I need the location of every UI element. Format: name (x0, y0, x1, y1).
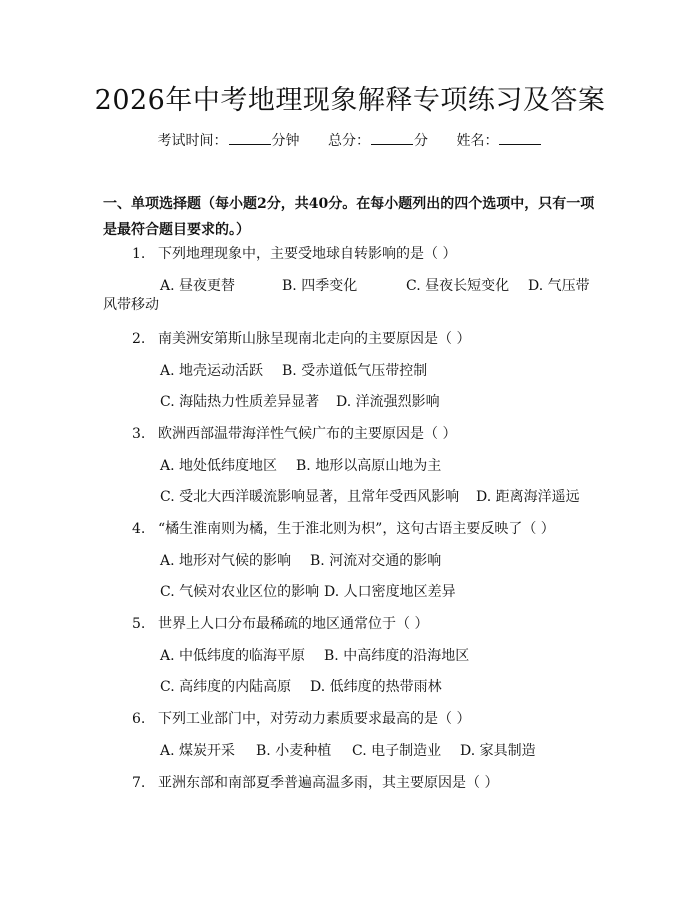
page-title: 2026年中考地理现象解释专项练习及答案 (94, 85, 606, 116)
question-3 (132, 425, 456, 443)
time-label: 考试时间： (157, 133, 228, 149)
option-b: B. 受赤道低气压带控制 (282, 363, 428, 379)
time-unit: 分钟 (271, 133, 300, 149)
option-d: D. 气压带 (528, 278, 590, 294)
question-text: 欧洲西部温带海洋性气候广布的主要原因是（ ） (158, 426, 457, 442)
question-text: 亚洲东部和南部夏季普遍高温多雨，其主要原因是（ ） (158, 775, 499, 791)
question-text: 下列工业部门中，对劳动力素质要求最高的是（ ） (158, 711, 471, 727)
option-b: B. 地形以高原山地为主 (296, 458, 442, 474)
option-d: D. 低纬度的热带雨林 (310, 679, 442, 695)
question-6-options (160, 742, 536, 760)
option-b: B. 四季变化 (282, 278, 358, 294)
question-text: “橘生淮南则为橘，生于淮北则为枳”，这句古语主要反映了（ ） (158, 521, 555, 537)
option-a: A. 地处低纬度地区 (160, 458, 278, 474)
option-d: D. 洋流强烈影响 (336, 394, 440, 410)
question-6 (132, 710, 470, 728)
question-number: 3. (132, 426, 146, 442)
option-b: B. 中高纬度的沿海地区 (324, 648, 470, 664)
question-2 (132, 330, 470, 348)
question-4-options-row2 (160, 583, 456, 601)
section-heading: 一、单项选择题（每小题2分，共40分。在每小题列出的四个选项中，只有一项是最符合题目要求的。） (103, 196, 595, 238)
option-c: C. 海陆热力性质差异显著 (160, 394, 320, 410)
exam-time-field (158, 133, 304, 149)
option-a: A. 地形对气候的影响 (160, 553, 292, 569)
question-7 (132, 774, 498, 792)
option-b: B. 河流对交通的影响 (310, 553, 442, 569)
exam-info-line (0, 132, 700, 150)
student-name-field (456, 133, 542, 149)
question-number: 4. (132, 521, 146, 537)
option-c: C. 气候对农业区位的影响 (160, 584, 320, 600)
total-score-field (328, 133, 432, 149)
question-2-options-row1 (160, 362, 427, 380)
question-5 (132, 615, 428, 633)
option-a: A. 中低纬度的临海平原 (160, 648, 306, 664)
question-4-options-row1 (160, 552, 441, 570)
name-label: 姓名： (456, 133, 499, 149)
score-blank (371, 132, 413, 145)
question-number: 2. (132, 331, 146, 347)
option-a: A. 昼夜更替 (160, 278, 236, 294)
question-number: 6. (132, 711, 146, 727)
option-d: D. 人口密度地区差异 (324, 584, 456, 600)
question-5-options-row1 (160, 647, 469, 665)
question-number: 1. (132, 246, 146, 262)
question-4 (132, 520, 555, 538)
question-3-options-row1 (160, 457, 441, 475)
question-number: 7. (132, 775, 146, 791)
question-1 (132, 245, 456, 263)
option-d: D. 家具制造 (460, 743, 536, 759)
option-c: C. 电子制造业 (352, 743, 442, 759)
option-c: C. 高纬度的内陆高原 (160, 679, 292, 695)
option-d-continuation: 风带移动 (103, 297, 159, 313)
question-number: 5. (132, 616, 146, 632)
option-c: C. 受北大西洋暖流影响显著，且常年受西风影响 (160, 489, 460, 505)
question-text: 下列地理现象中，主要受地球自转影响的是（ ） (158, 246, 457, 262)
option-a: A. 地壳运动活跃 (160, 363, 264, 379)
question-text: 南美洲安第斯山脉呈现南北走向的主要原因是（ ） (158, 331, 471, 347)
name-blank (499, 132, 541, 145)
question-3-options-row2 (160, 488, 580, 506)
option-b: B. 小麦种植 (256, 743, 332, 759)
question-text: 世界上人口分布最稀疏的地区通常位于（ ） (158, 616, 429, 632)
question-5-options-row2 (160, 678, 442, 696)
score-label: 总分： (328, 133, 370, 149)
question-1-options (160, 277, 590, 295)
time-blank (229, 132, 271, 145)
score-unit: 分 (414, 133, 428, 149)
option-c: C. 昼夜长短变化 (406, 278, 510, 294)
option-a: A. 煤炭开采 (160, 743, 236, 759)
option-d: D. 距离海洋遥远 (476, 489, 580, 505)
question-2-options-row2 (160, 393, 440, 411)
